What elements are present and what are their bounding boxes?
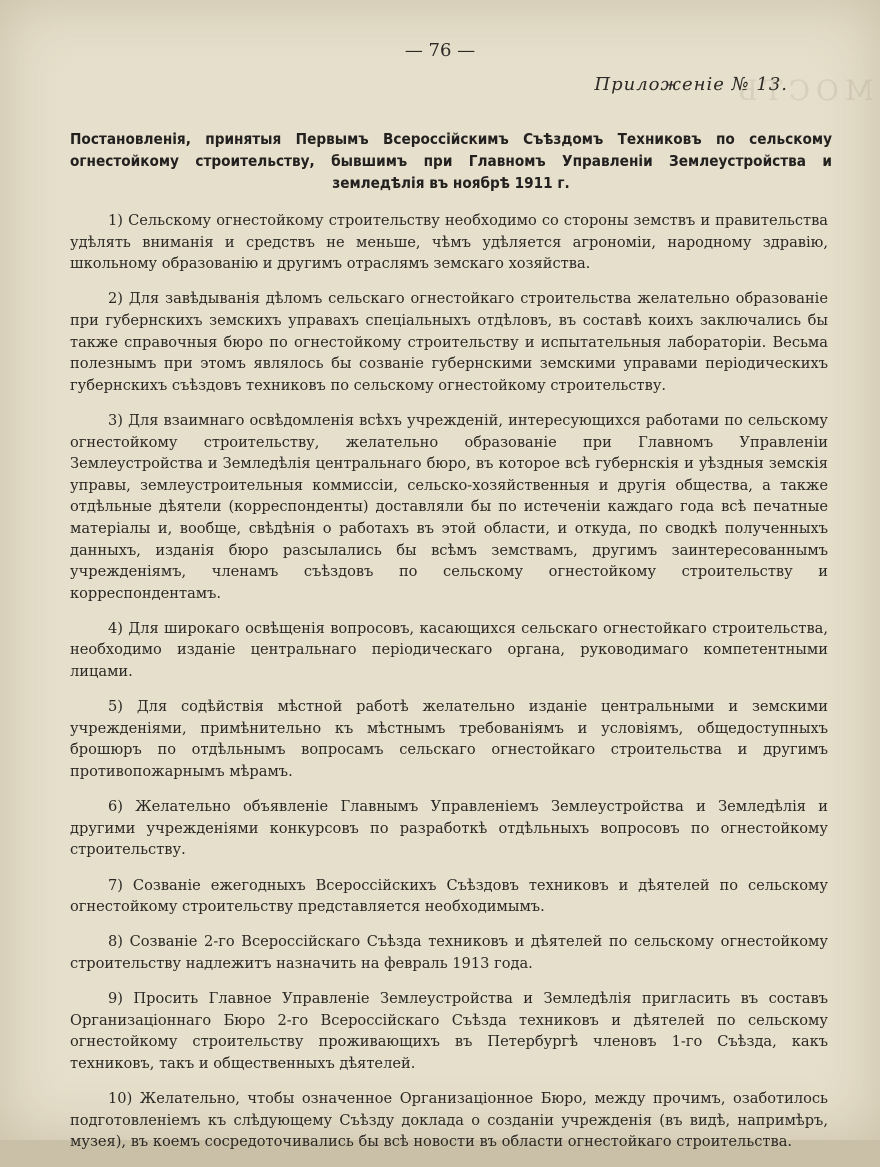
resolution-paragraph-10: 10) Желательно, чтобы означенное Организаціонное Бюро, между прочимъ, озаботилось подготовленіемъ къ слѣдующему Съѣзду доклада о созданіи учрежденія (въ видѣ, напримѣръ, музея), въ коемъ сосредоточивались бы всѣ новости въ области огнестойкаго строительства. — [70, 1090, 828, 1151]
document-body — [70, 210, 828, 1167]
resolution-paragraph-6: 6) Желательно объявленіе Главнымъ Управленіемъ Землеустройства и Земледѣлія и другими учрежденіями конкурсовъ по разработкѣ отдѣльныхъ вопросовъ по огнестойкому строительству. — [70, 798, 828, 859]
resolution-paragraph-5: 5) Для содѣйствія мѣстной работѣ желательно изданіе центральными и земскими учрежденіями, примѣнительно къ мѣстнымъ требованіямъ и условіямъ, общедоступныхъ брошюръ по отдѣльнымъ вопросамъ сельскаго огнестойкаго строительства и другимъ противопожарнымъ мѣрамъ. — [70, 698, 828, 781]
resolution-paragraph-2: 2) Для завѣдыванія дѣломъ сельскаго огнестойкаго строительства желательно образованіе при губернскихъ земскихъ управахъ спеціальныхъ отдѣловъ, въ составѣ коихъ заключались бы также справочныя бюро по огнестойкому строительству и испытательныя лабораторіи. Весьма полезнымъ при этомъ являлось бы созваніе губернскими земскими управами періодическихъ губернскихъ съѣздовъ техниковъ по сельскому огнестойкому строительству. — [70, 290, 828, 394]
resolution-paragraph-7: 7) Созваніе ежегодныхъ Всероссійскихъ Съѣздовъ техниковъ и дѣятелей по сельскому огнестойкому строительству представляется необходимымъ. — [70, 876, 828, 916]
appendix-label: Приложеніе № 13. — [594, 74, 788, 95]
resolution-paragraph-9: 9) Просить Главное Управленіе Землеустройства и Земледѣлія пригласить въ составъ Организаціоннаго Бюро 2-го Всероссійскаго Съѣзда техниковъ и дѣятелей по сельскому огнестойкому строительству проживающихъ въ Петербургѣ членовъ 1-го Съѣзда, какъ техниковъ, такъ и общественныхъ дѣятелей. — [70, 990, 828, 1072]
document-title: Постановленія, принятыя Первымъ Всероссійскимъ Съѣздомъ Техниковъ по сельскому огнестойкому строительству, бывшимъ при Главномъ Управленіи Землеустройства и земледѣлія въ ноябрѣ 1911 г. — [70, 130, 832, 192]
resolution-paragraph-1: 1) Сельскому огнестойкому строительству необходимо со стороны земствъ и правительства удѣлять вниманія и средствъ не меньше, чѣмъ удѣляется агрономіи, народному здравію, школьному образованію и другимъ отраслямъ земскаго хозяйства. — [70, 212, 828, 273]
show-through-bleed: МОСТЬ — [733, 74, 874, 107]
resolution-paragraph-4: 4) Для широкаго освѣщенія вопросовъ, касающихся сельскаго огнестойкаго строительства, необходимо изданіе центральнаго періодическаго органа, руководимаго компетентными лицами. — [70, 619, 828, 681]
resolution-paragraph-3: 3) Для взаимнаго освѣдомленія всѣхъ учрежденій, интересующихся работами по сельскому огнестойкому строительству, желательно образованіе при Главномъ Управленіи Землеустройства и Земледѣлія центральнаго бюро, въ которое всѣ губернскія и уѣздныя земскія управы, землеустроительныя коммиссіи, сельско-хозяйственныя и другія общества, а также отдѣльные дѣятели (корреспонденты) доставляли бы по истеченіи каждаго года всѣ печатные матеріалы и, вообще, свѣдѣнія о работахъ въ этой области, и откуда, по сводкѣ полученныхъ данныхъ, изданія бюро разсылались бы всѣмъ земствамъ, другимъ заинтересованнымъ учрежденіямъ, членамъ съѣздовъ по сельскому огнестойкому строительству и корреспондентамъ. — [70, 411, 828, 602]
resolution-paragraph-8: 8) Созваніе 2-го Всероссійскаго Съѣзда техниковъ и дѣятелей по сельскому огнестойкому строительству надлежитъ назначить на февраль 1913 года. — [70, 933, 828, 972]
page-number: — 76 — — [404, 40, 476, 61]
